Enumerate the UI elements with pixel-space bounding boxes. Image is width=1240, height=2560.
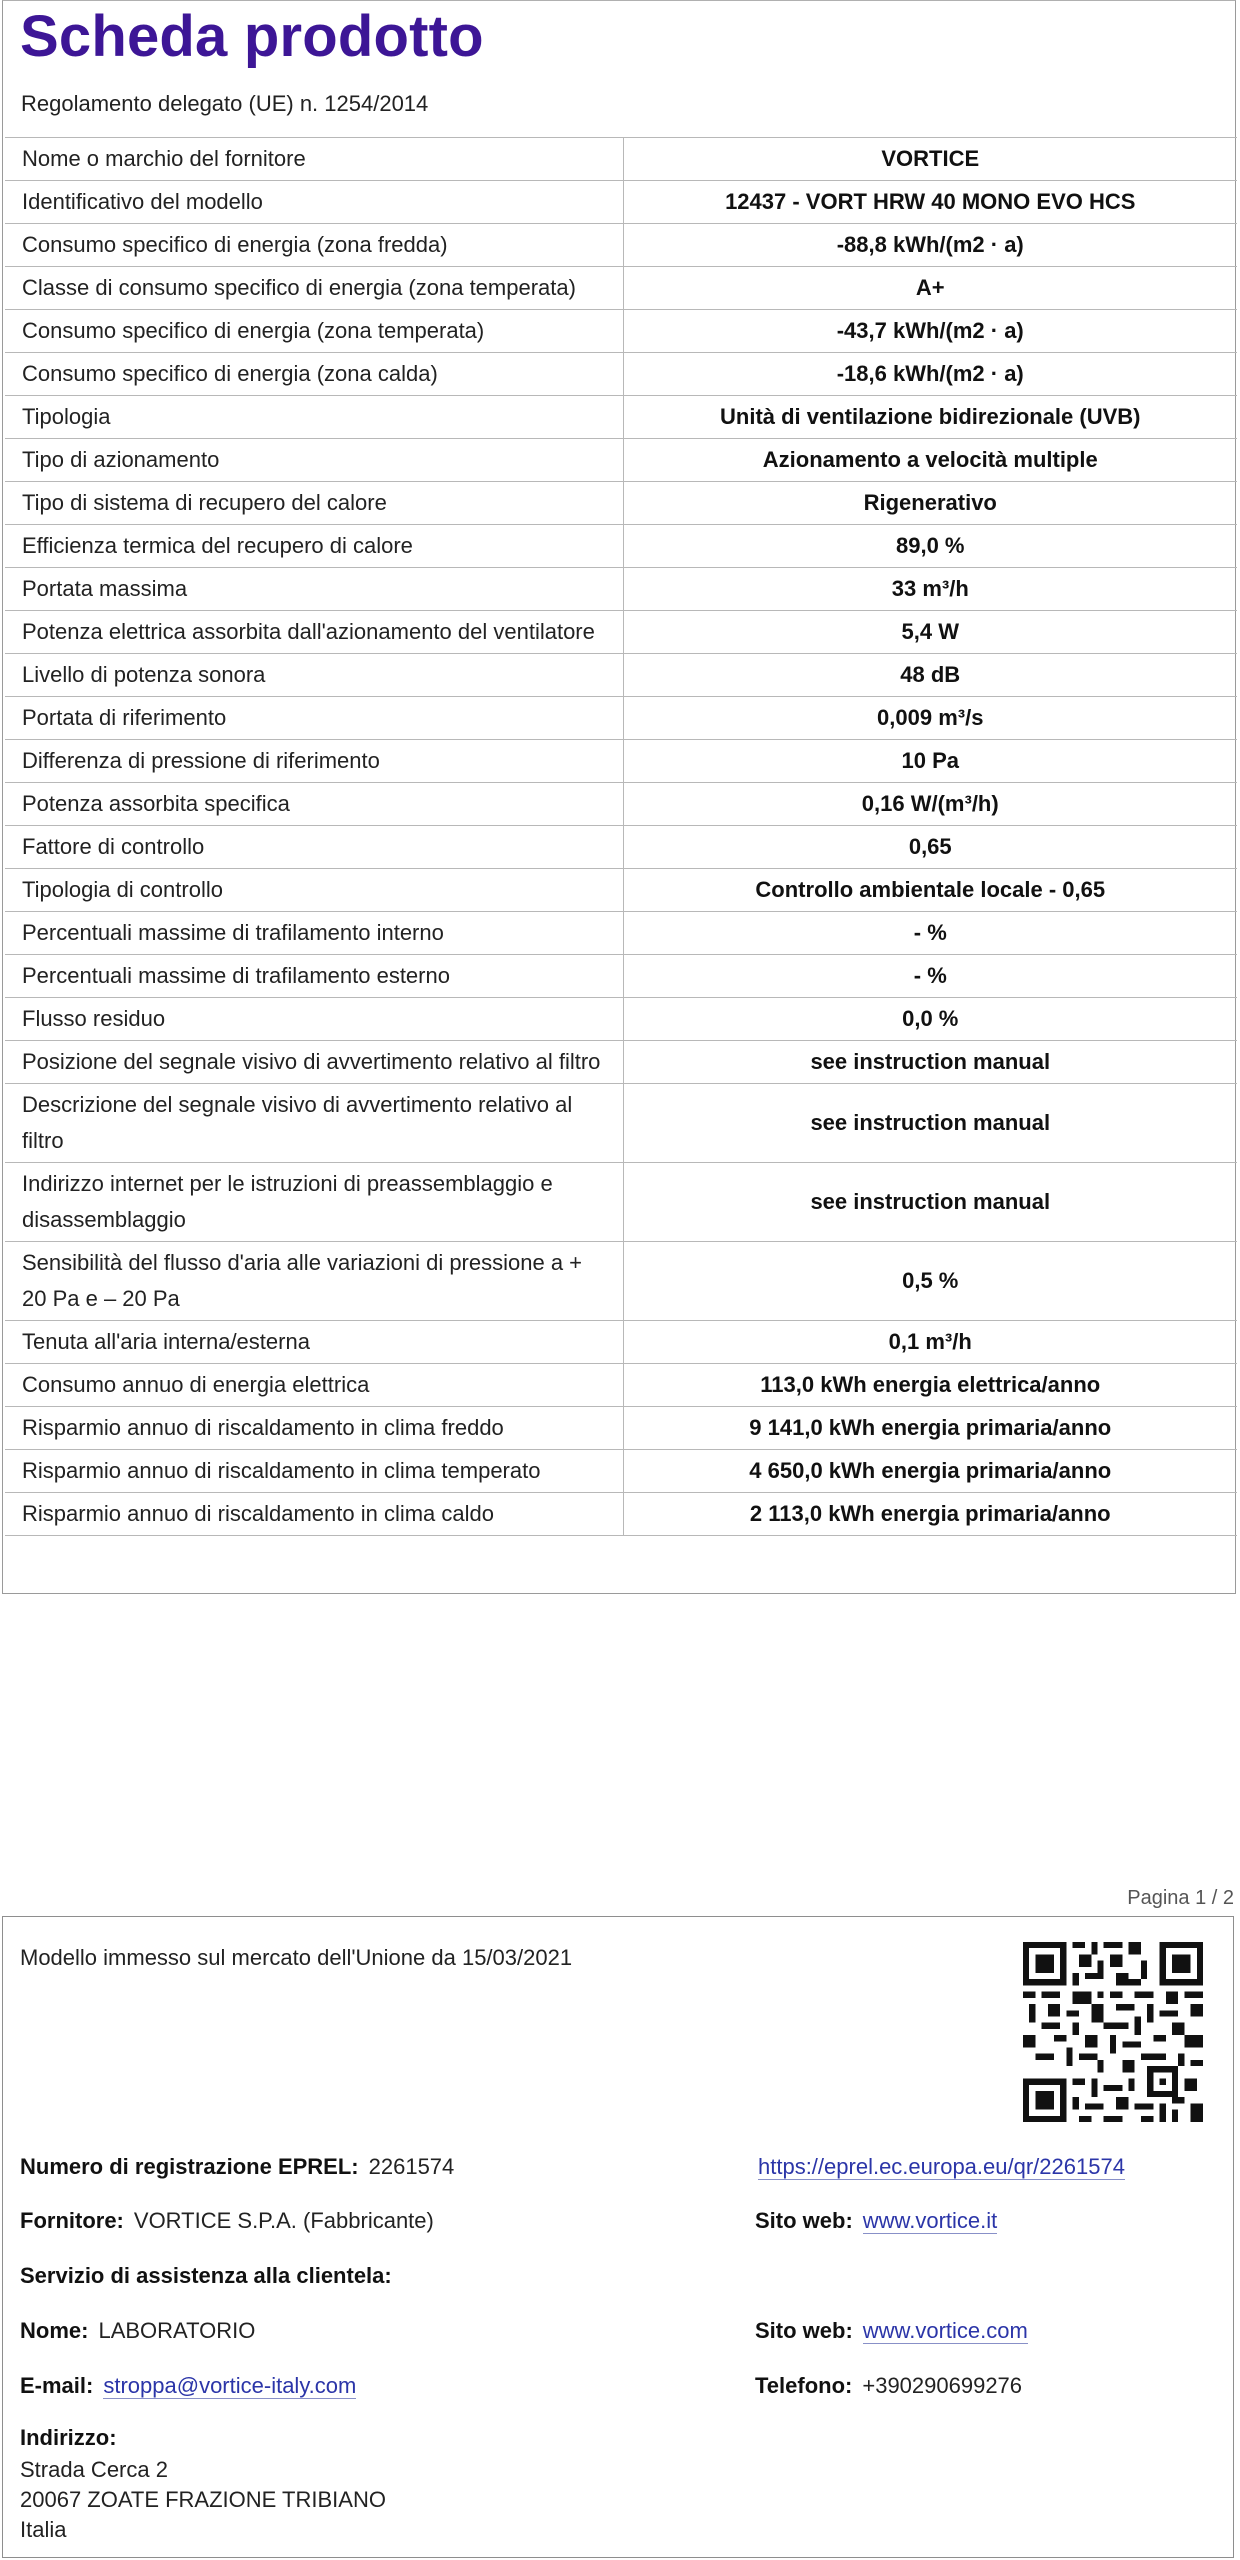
spec-label: Classe di consumo specifico di energia (zona temperata)	[5, 267, 623, 310]
spec-row	[5, 955, 1237, 998]
eprel-link[interactable]: https://eprel.ec.europa.eu/qr/2261574	[758, 2154, 1125, 2179]
spec-label: Risparmio annuo di riscaldamento in clima temperato	[5, 1450, 623, 1493]
spec-value: Unità di ventilazione bidirezionale (UVB)	[623, 396, 1237, 439]
spec-row	[5, 482, 1237, 525]
spec-value: 0,5 %	[623, 1242, 1237, 1321]
spec-value: 0,009 m³/s	[623, 697, 1237, 740]
spec-row	[5, 1493, 1237, 1536]
supplier-website-row	[755, 2208, 997, 2234]
spec-value: 0,1 m³/h	[623, 1321, 1237, 1364]
spec-row	[5, 869, 1237, 912]
spec-value: 33 m³/h	[623, 568, 1237, 611]
email-row	[20, 2373, 356, 2399]
name-value: LABORATORIO	[98, 2318, 256, 2343]
supplier-label: Fornitore:	[20, 2208, 124, 2233]
spec-label: Descrizione del segnale visivo di avvertimento relativo al filtro	[5, 1084, 623, 1163]
spec-value: 0,16 W/(m³/h)	[623, 783, 1237, 826]
service-website-label: Sito web:	[755, 2318, 853, 2343]
service-website-link[interactable]: www.vortice.com	[862, 2318, 1028, 2343]
spec-row	[5, 783, 1237, 826]
spec-label: Tipologia	[5, 396, 623, 439]
spec-value: 2 113,0 kWh energia primaria/anno	[623, 1493, 1237, 1536]
product-sheet	[2, 0, 1236, 1594]
spec-row	[5, 224, 1237, 267]
spec-label: Percentuali massime di trafilamento esterno	[5, 955, 623, 998]
spec-label: Fattore di controllo	[5, 826, 623, 869]
email-link[interactable]: stroppa@vortice-italy.com	[103, 2373, 357, 2398]
spec-label: Identificativo del modello	[5, 181, 623, 224]
spec-row	[5, 740, 1237, 783]
supplier-row	[20, 2208, 434, 2234]
spec-value: Rigenerativo	[623, 482, 1237, 525]
customer-service-heading: Servizio di assistenza alla clientela:	[20, 2263, 392, 2288]
spec-value: 12437 - VORT HRW 40 MONO EVO HCS	[623, 181, 1237, 224]
spec-row	[5, 1450, 1237, 1493]
spec-value: see instruction manual	[623, 1041, 1237, 1084]
spec-value: -43,7 kWh/(m2 · a)	[623, 310, 1237, 353]
spec-row	[5, 396, 1237, 439]
spec-row	[5, 826, 1237, 869]
spec-label: Consumo specifico di energia (zona temperata)	[5, 310, 623, 353]
spec-row	[5, 353, 1237, 396]
page-number: Pagina 1 / 2	[1127, 1887, 1234, 1909]
website-label: Sito web:	[755, 2208, 853, 2233]
spec-label: Nome o marchio del fornitore	[5, 138, 623, 181]
spec-value: Controllo ambientale locale - 0,65	[623, 869, 1237, 912]
spec-row	[5, 1407, 1237, 1450]
address-line: Italia	[20, 2517, 67, 2542]
spec-label: Tipologia di controllo	[5, 869, 623, 912]
spec-value: see instruction manual	[623, 1163, 1237, 1242]
spec-label: Flusso residuo	[5, 998, 623, 1041]
spec-row	[5, 654, 1237, 697]
spec-label: Portata di riferimento	[5, 697, 623, 740]
spec-label: Tenuta all'aria interna/esterna	[5, 1321, 623, 1364]
eprel-label: Numero di registrazione EPREL:	[20, 2154, 359, 2179]
spec-row	[5, 912, 1237, 955]
spec-label: Portata massima	[5, 568, 623, 611]
spec-label: Differenza di pressione di riferimento	[5, 740, 623, 783]
spec-label: Risparmio annuo di riscaldamento in clima freddo	[5, 1407, 623, 1450]
spec-row	[5, 1163, 1237, 1242]
spec-row	[5, 697, 1237, 740]
spec-label: Potenza elettrica assorbita dall'azionamento del ventilatore	[5, 611, 623, 654]
spec-value: 89,0 %	[623, 525, 1237, 568]
spec-value: VORTICE	[623, 138, 1237, 181]
spec-value: 5,4 W	[623, 611, 1237, 654]
spec-label: Indirizzo internet per le istruzioni di preassemblaggio e disassemblaggio	[5, 1163, 623, 1242]
spec-value: - %	[623, 912, 1237, 955]
spec-row	[5, 1364, 1237, 1407]
address-line: 20067 ZOATE FRAZIONE TRIBIANO	[20, 2487, 386, 2512]
spec-value: 4 650,0 kWh energia primaria/anno	[623, 1450, 1237, 1493]
phone-label: Telefono:	[755, 2373, 853, 2398]
spec-value: 48 dB	[623, 654, 1237, 697]
regulation-subtitle: Regolamento delegato (UE) n. 1254/2014	[21, 91, 429, 116]
spec-value: 113,0 kWh energia elettrica/anno	[623, 1364, 1237, 1407]
eprel-registration	[20, 2154, 454, 2180]
eprel-number: 2261574	[368, 2154, 455, 2179]
spec-value: Azionamento a velocità multiple	[623, 439, 1237, 482]
contact-name-row	[20, 2318, 255, 2344]
spec-value: -18,6 kWh/(m2 · a)	[623, 353, 1237, 396]
spec-row	[5, 1084, 1237, 1163]
spec-row	[5, 1321, 1237, 1364]
spec-value: -88,8 kWh/(m2 · a)	[623, 224, 1237, 267]
spec-label: Potenza assorbita specifica	[5, 783, 623, 826]
spec-value: 0,0 %	[623, 998, 1237, 1041]
page-title: Scheda prodotto	[20, 4, 484, 69]
supplier-value: VORTICE S.P.A. (Fabbricante)	[133, 2208, 434, 2233]
spec-row	[5, 611, 1237, 654]
address-label: Indirizzo:	[20, 2425, 117, 2450]
spec-row	[5, 998, 1237, 1041]
spec-label: Sensibilità del flusso d'aria alle variazioni di pressione a + 20 Pa e – 20 Pa	[5, 1242, 623, 1321]
spec-label: Tipo di sistema di recupero del calore	[5, 482, 623, 525]
spec-row	[5, 138, 1237, 181]
spec-label: Tipo di azionamento	[5, 439, 623, 482]
spec-label: Percentuali massime di trafilamento interno	[5, 912, 623, 955]
name-label: Nome:	[20, 2318, 89, 2343]
service-website-row	[755, 2318, 1028, 2344]
spec-row	[5, 1242, 1237, 1321]
spec-label: Consumo annuo di energia elettrica	[5, 1364, 623, 1407]
spec-row	[5, 568, 1237, 611]
spec-row	[5, 267, 1237, 310]
address-block	[20, 2455, 386, 2545]
spec-value: 10 Pa	[623, 740, 1237, 783]
spec-row	[5, 181, 1237, 224]
spec-label: Efficienza termica del recupero di calore	[5, 525, 623, 568]
spec-value: 0,65	[623, 826, 1237, 869]
spec-label: Consumo specifico di energia (zona fredda)	[5, 224, 623, 267]
spec-value: - %	[623, 955, 1237, 998]
spec-label: Livello di potenza sonora	[5, 654, 623, 697]
spec-row	[5, 310, 1237, 353]
supplier-website-link[interactable]: www.vortice.it	[862, 2208, 998, 2233]
spec-value: see instruction manual	[623, 1084, 1237, 1163]
spec-value: 9 141,0 kWh energia primaria/anno	[623, 1407, 1237, 1450]
spec-row	[5, 1041, 1237, 1084]
spec-row	[5, 439, 1237, 482]
spec-label: Risparmio annuo di riscaldamento in clima caldo	[5, 1493, 623, 1536]
spec-row	[5, 525, 1237, 568]
email-label: E-mail:	[20, 2373, 94, 2398]
spec-value: A+	[623, 267, 1237, 310]
address-line: Strada Cerca 2	[20, 2457, 168, 2482]
spec-table	[5, 137, 1237, 1536]
footer-box	[2, 1916, 1234, 2558]
phone-row	[755, 2373, 1022, 2399]
spec-label: Consumo specifico di energia (zona calda)	[5, 353, 623, 396]
phone-value: +390290699276	[862, 2373, 1023, 2398]
spec-label: Posizione del segnale visivo di avvertimento relativo al filtro	[5, 1041, 623, 1084]
qr-code-icon	[1023, 1942, 1203, 2122]
market-date-text: Modello immesso sul mercato dell'Unione da 15/03/2021	[20, 1945, 573, 1970]
